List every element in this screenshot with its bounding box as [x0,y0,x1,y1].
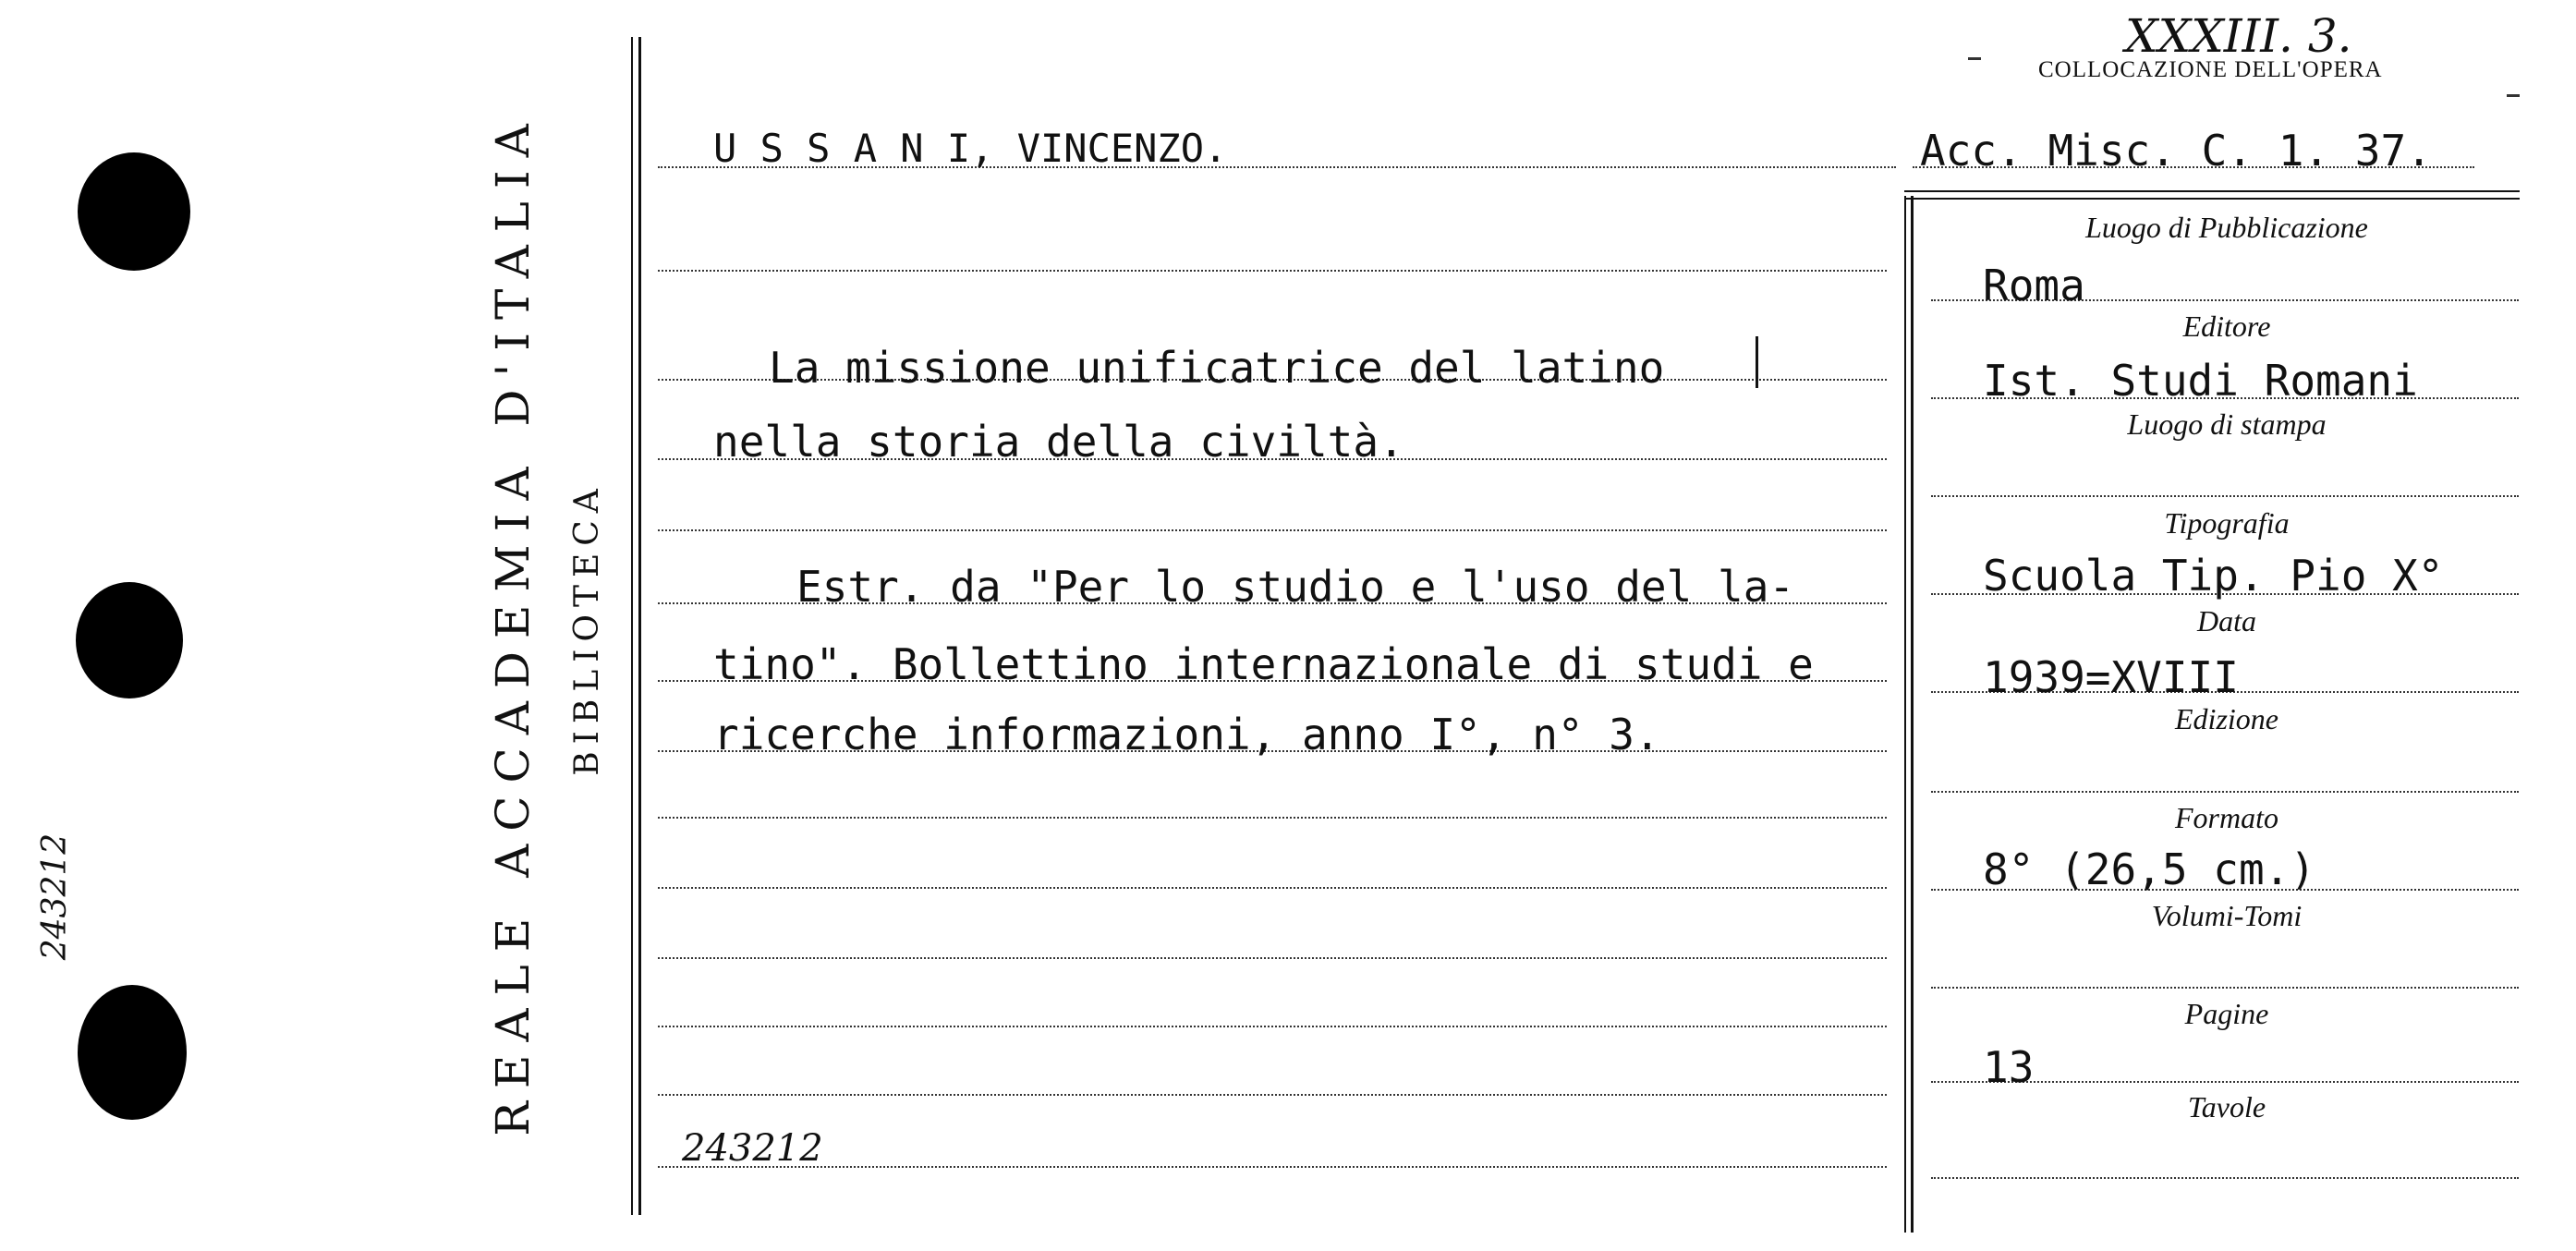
label-formato: Formato [2175,801,2278,834]
left-border-rule-inner [638,37,641,1215]
label-luogo-pubblicazione: Luogo di Pubblicazione [2085,211,2368,244]
institution-name: REALE ACCADEMIA D'ITALIA [486,111,540,1136]
label-tavole: Tavole [2187,1090,2266,1123]
call-number: Acc. Misc. C. 1. 37. [1920,126,2432,176]
label-pagine: Pagine [2184,997,2269,1030]
shelfmark-handwritten: XXXIII. 3. [2125,9,2352,63]
left-border-rule [631,37,633,1215]
punch-hole-top [78,152,190,271]
title-line-2: nella storia della civiltà. [713,417,1404,467]
shelfmark-caption: COLLOCAZIONE DELL'OPERA [2038,57,2383,82]
inventory-number: 243212 [682,1127,823,1170]
label-tipografia: Tipografia [2164,506,2290,540]
label-volumi-tomi: Volumi-Tomi [2151,899,2303,932]
fields-box-top-rule-inner [1904,198,2520,200]
fields-box-left-rule-inner [1911,196,1914,1233]
note-line-1: Estr. da "Per lo studio e l'uso del la- [796,562,1795,612]
value-luogo-pubblicazione: Roma [1983,261,2085,310]
library-name: BIBLIOTECA [567,480,606,776]
typewriter-cursor-mark [1756,336,1758,388]
note-line-3: ricerche informazioni, anno I°, n° 3. [713,710,1660,759]
fields-box-top-rule [1904,190,2520,192]
punch-hole-bottom [78,985,187,1120]
side-inventory-number: 243212 [36,832,75,960]
author-name: U S S A N I, VINCENZO. [713,126,1228,171]
label-edizione: Edizione [2175,702,2278,735]
value-tipografia: Scuola Tip. Pio X° [1983,551,2444,601]
note-line-2: tino". Bollettino internazionale di studi e [713,639,1814,689]
label-data: Data [2197,604,2256,638]
value-formato: 8° (26,5 cm.) [1983,844,2316,894]
value-pagine: 13 [1983,1042,2035,1092]
title-line-1: La missione unificatrice del latino [769,343,1665,393]
value-data: 1939=XVIII [1983,652,2239,702]
label-editore: Editore [2182,310,2271,343]
value-editore: Ist. Studi Romani [1983,356,2418,406]
punch-hole-middle [76,582,183,698]
label-luogo-stampa: Luogo di stampa [2127,407,2327,441]
fields-box-left-rule [1904,196,1906,1233]
